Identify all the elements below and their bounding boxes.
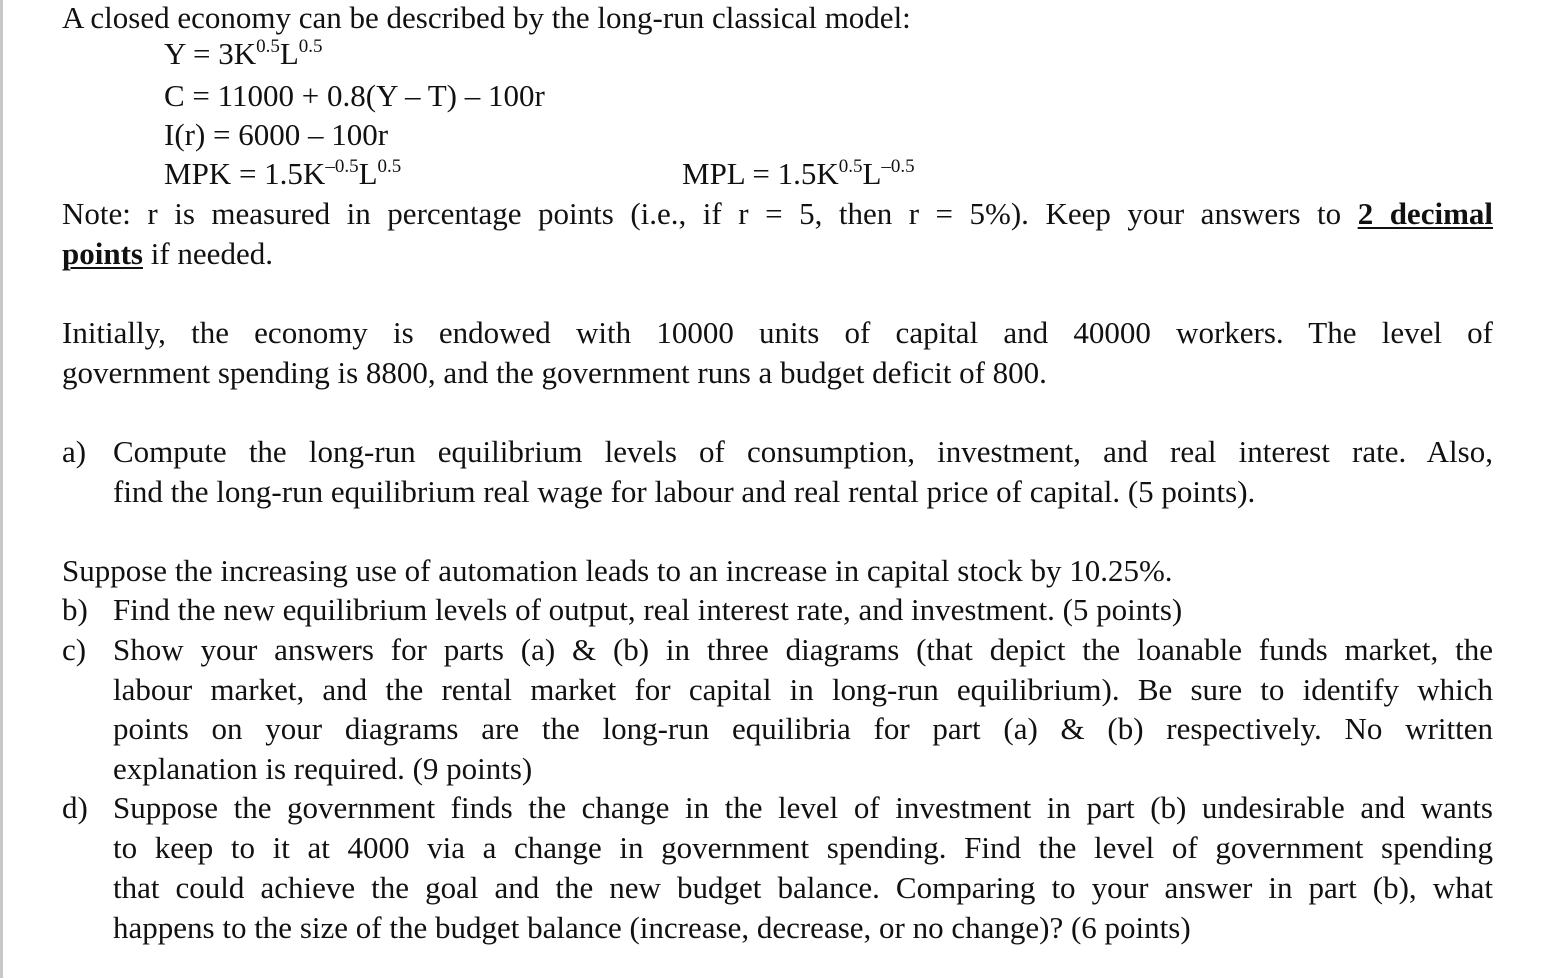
intro-text: A closed economy can be described by the long-run classical model: — [62, 0, 911, 35]
equation-consumption: C = 11000 + 0.8(Y – T) – 100r — [164, 78, 545, 113]
initial-line-1: Initially, the economy is endowed with 10000 units of capital and 40000 workers. The level of — [62, 315, 1493, 350]
equation-mpl-base: MPL = 1.5K — [682, 156, 839, 191]
note-text: Note: r is measured in percentage points (i.e., if r = 5, then r = 5%). Keep your answers to — [62, 196, 1342, 231]
part-c-label: c) — [62, 632, 87, 667]
equation-output — [164, 34, 323, 74]
equation-mpk-k-exponent: –0.5 — [325, 156, 359, 177]
part-a-line-2: find the long-run equilibrium real wage for labour and real rental price of capital. (5 points). — [113, 474, 1256, 509]
equation-investment: I(r) = 6000 – 100r — [164, 117, 389, 152]
part-d-line-1: Suppose the government finds the change in the level of investment in part (b) undesirable and wants — [113, 790, 1493, 825]
equation-output-l-exponent: 0.5 — [298, 36, 323, 57]
part-d-line-3: that could achieve the goal and the new budget balance. Comparing to your answer in part (b), what — [113, 870, 1493, 905]
equation-output-base: Y = 3K — [164, 36, 257, 71]
note-emphasis-points: points — [62, 236, 143, 271]
page-left-border — [0, 0, 3, 978]
equation-mpk-base: MPK = 1.5K — [164, 156, 326, 191]
initial-line-2: government spending is 8800, and the government runs a budget deficit of 800. — [62, 355, 1047, 390]
note-line-2 — [62, 234, 273, 274]
part-d-line-4: happens to the size of the budget balance (increase, decrease, or no change)? (6 points) — [113, 910, 1191, 945]
part-b-line-1: Find the new equilibrium levels of output, real interest rate, and investment. (5 points) — [113, 592, 1183, 627]
part-d-line-2: to keep to it at 4000 via a change in government spending. Find the level of government spending — [113, 830, 1493, 865]
note-emphasis-decimal: 2 decimal — [1357, 196, 1494, 231]
part-c-line-2: labour market, and the rental market for capital in long-run equilibrium). Be sure to identify which — [113, 672, 1493, 707]
note-line-1 — [62, 194, 1493, 234]
equation-mpl-l: L — [862, 156, 882, 191]
part-a-label: a) — [62, 434, 87, 469]
equation-mpk — [164, 154, 401, 194]
equation-mpk-l-exponent: 0.5 — [377, 156, 402, 177]
note-suffix: if needed. — [142, 236, 273, 271]
automation-text: Suppose the increasing use of automation leads to an increase in capital stock by 10.25%. — [62, 553, 1173, 588]
part-c-line-1: Show your answers for parts (a) & (b) in three diagrams (that depict the loanable funds market, the — [113, 632, 1493, 667]
equation-output-k-exponent: 0.5 — [256, 36, 280, 57]
equation-mpl-k-exponent: 0.5 — [838, 156, 863, 177]
equation-mpk-l: L — [358, 156, 378, 191]
part-c-line-3: points on your diagrams are the long-run equilibria for part (a) & (b) respectively. No written — [113, 711, 1493, 746]
equation-mpl-l-exponent: –0.5 — [881, 156, 915, 177]
part-a-line-1: Compute the long-run equilibrium levels of consumption, investment, and real interest rate. Also, — [113, 434, 1493, 469]
equation-output-l: L — [279, 36, 299, 71]
part-b-label: b) — [62, 592, 88, 627]
part-d-label: d) — [62, 790, 88, 825]
equation-mpl — [682, 154, 915, 194]
part-c-line-4: explanation is required. (9 points) — [113, 751, 533, 786]
